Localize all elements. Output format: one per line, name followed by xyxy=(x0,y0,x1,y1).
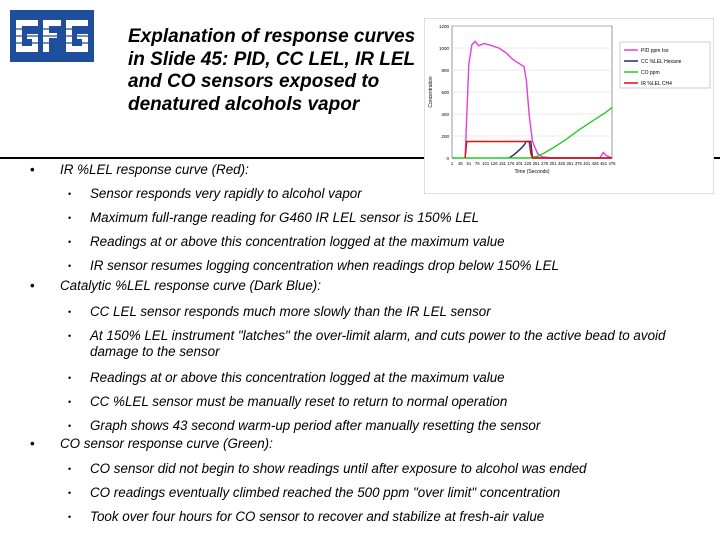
sub-bullet-text: Sensor responds very rapidly to alcohol vapor xyxy=(90,186,362,201)
x-axis-label: Time (Seconds) xyxy=(514,169,550,175)
sub-bullet-dot: • xyxy=(68,261,72,271)
bullet-text: IR %LEL response curve (Red): xyxy=(60,162,249,177)
response-chart-svg xyxy=(424,18,714,194)
sub-bullet-text: Took over four hours for CO sensor to recover and stabilize at fresh-air value xyxy=(90,509,545,524)
x-tick-label: 151 xyxy=(499,161,507,166)
sub-bullet-dot: • xyxy=(68,189,72,199)
sub-bullet-text: CO sensor did not begin to show readings until after exposure to alcohol was ended xyxy=(90,461,587,476)
bullet-dot: • xyxy=(30,436,35,451)
y-tick-label: 800 xyxy=(441,68,449,73)
x-tick-label: 176 xyxy=(507,161,515,166)
x-tick-label: 376 xyxy=(574,161,582,166)
x-tick-label: 26 xyxy=(458,161,463,166)
legend-label: CO ppm xyxy=(641,70,660,76)
y-tick-label: 0 xyxy=(446,156,449,161)
x-tick-label: 201 xyxy=(515,161,523,166)
bullet-text: CO sensor response curve (Green): xyxy=(60,436,273,451)
gfg-logo xyxy=(10,10,94,62)
sub-bullet-text: At 150% LEL instrument "latches" the over-limit alarm, and cuts power to the active bead to avoid damage to the sensor xyxy=(90,328,666,359)
y-tick-label: 1000 xyxy=(438,46,449,51)
x-tick-label: 451 xyxy=(600,161,608,166)
x-tick-label: 1 xyxy=(450,161,454,166)
slide-title: Explanation of response curves in Slide 45: PID, CC LEL, IR LEL and CO sensors exposed to denatured alcohols vapor xyxy=(128,26,416,115)
x-tick-label: 426 xyxy=(591,161,599,166)
sub-bullet-dot: • xyxy=(68,464,72,474)
y-tick-label: 1200 xyxy=(438,24,449,29)
sub-bullet-text: Readings at or above this concentration logged at the maximum value xyxy=(90,370,505,385)
x-tick-label: 276 xyxy=(541,161,549,166)
x-tick-label: 76 xyxy=(474,161,480,166)
sub-bullet-text: Readings at or above this concentration logged at the maximum value xyxy=(90,234,505,249)
sub-bullet-dot: • xyxy=(68,421,72,431)
legend-label: IR %LEL CH4 xyxy=(641,81,672,87)
sub-bullet-dot: • xyxy=(68,331,72,341)
legend-label: PID ppm Iso xyxy=(641,48,669,54)
sub-bullet-dot: • xyxy=(68,397,72,407)
x-tick-label: 301 xyxy=(549,161,557,166)
x-tick-label: 51 xyxy=(466,161,472,166)
sub-bullet-dot: • xyxy=(68,373,72,383)
sub-bullet-dot: • xyxy=(68,488,72,498)
x-tick-label: 226 xyxy=(524,161,532,166)
x-tick-label: 476 xyxy=(608,161,616,166)
legend-label: CC %LEL Hexane xyxy=(641,59,682,65)
bullet-dot: • xyxy=(30,162,35,177)
sub-bullet-dot: • xyxy=(68,237,72,247)
y-tick-label: 400 xyxy=(441,112,449,117)
x-tick-label: 101 xyxy=(482,161,490,166)
sub-bullet-text: CC LEL sensor responds much more slowly than the IR LEL sensor xyxy=(90,304,491,319)
x-tick-label: 351 xyxy=(566,161,574,166)
x-tick-label: 326 xyxy=(557,161,565,166)
y-axis-label: Concentration xyxy=(428,76,434,108)
bullet-text: Catalytic %LEL response curve (Dark Blue): xyxy=(60,278,321,293)
sub-bullet-dot: • xyxy=(68,213,72,223)
sub-bullet-dot: • xyxy=(68,307,72,317)
response-chart xyxy=(424,18,714,194)
sub-bullet-text: CC %LEL sensor must be manually reset to return to normal operation xyxy=(90,394,508,409)
x-tick-label: 126 xyxy=(490,161,498,166)
gfg-logo-graphic xyxy=(10,10,94,62)
x-tick-label: 251 xyxy=(532,161,540,166)
y-tick-label: 200 xyxy=(441,134,449,139)
y-tick-label: 600 xyxy=(441,90,449,95)
sub-bullet-text: CO readings eventually climbed reached the 500 ppm "over limit" concentration xyxy=(90,485,561,500)
sub-bullet-text: IR sensor resumes logging concentration when readings drop below 150% LEL xyxy=(90,258,559,273)
sub-bullet-dot: • xyxy=(68,512,72,522)
bullet-dot: • xyxy=(30,278,35,293)
sub-bullet-text: Graph shows 43 second warm-up period after manually resetting the sensor xyxy=(90,418,541,433)
sub-bullet-text: Maximum full-range reading for G460 IR LEL sensor is 150% LEL xyxy=(90,210,480,225)
x-tick-label: 401 xyxy=(583,161,591,166)
